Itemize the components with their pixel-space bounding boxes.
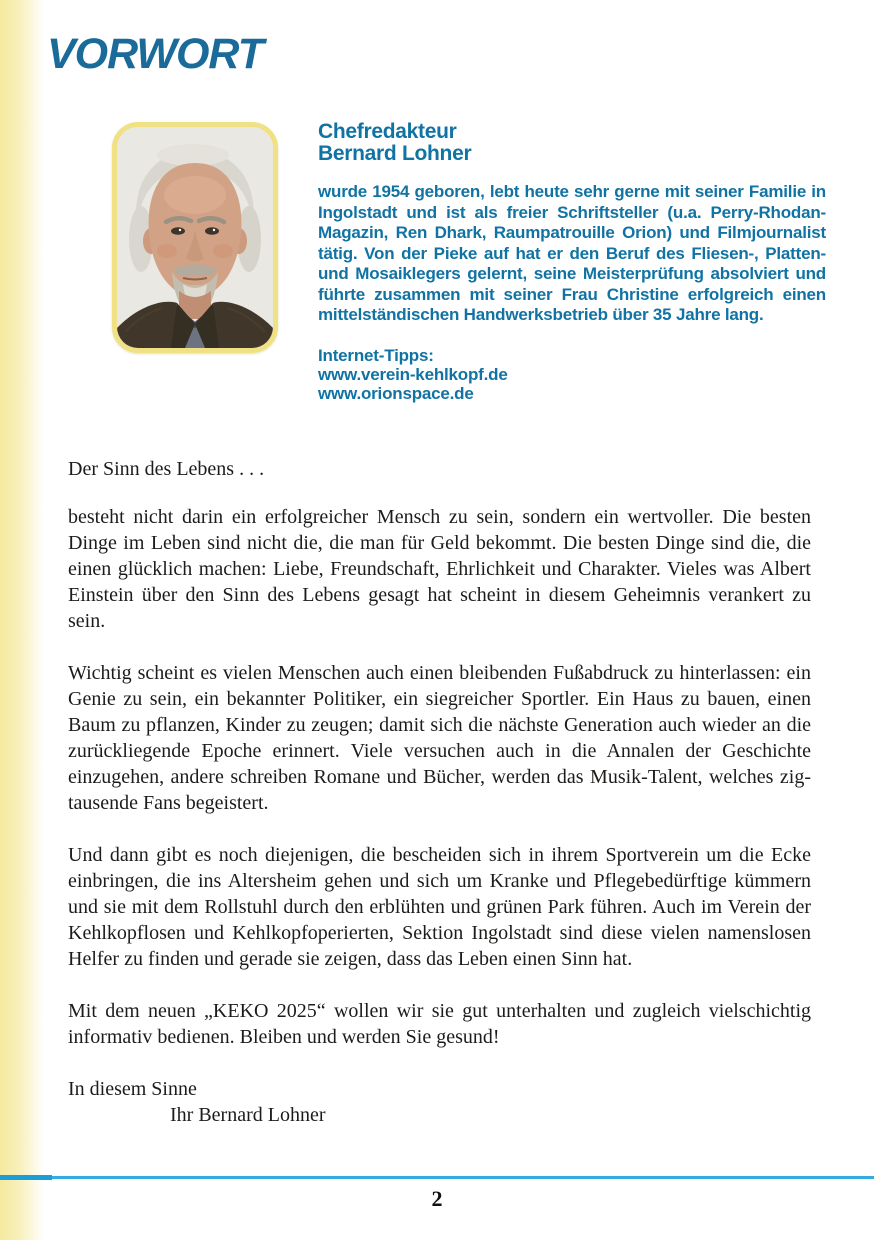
footer-rule	[0, 1176, 874, 1179]
internet-tips-label: Internet-Tipps:	[318, 345, 434, 365]
article-paragraph-4: Mit dem neuen „KEKO 2025“ wollen wir sie gut unterhalten und zugleich vielschichtig informativ bedienen. Bleiben und werden Sie gesund!	[68, 1000, 811, 1048]
profile-role: Chefredakteur	[318, 120, 457, 143]
article-paragraph-1: besteht nicht darin ein erfolgreicher Mensch zu sein, sondern ein wertvoller. Die besten Dinge im Leben sind nicht die, die man für Geld bekommt. Die besten Dinge sind die, die einen glücklich machen: Liebe, Freundschaft, Ehrlichkeit und Charakter. Vieles was Albert Einstein über den Sinn des Lebens gesagt hat scheint in diesem Geheimnis verankert zu sein.	[68, 506, 811, 632]
profile-bio: wurde 1954 geboren, lebt heute sehr gerne mit seiner Familie in Ingolstadt und ist als freier Schriftsteller (u.a. Perry-Rhodan-Magazin, Ren Dhark, Raumpatrouille Orion) und Filmjournalist tätig. Von der Pieke auf hat er den Beruf des Fliesen-, Platten- und Mosaiklegers gelernt, seine Meisterprüfung absolviert und führte zusammen mit seiner Frau Christine erfolgreich einen mittelständischen Handwerksbetrieb über 35 Jahre lang.	[318, 182, 826, 324]
page-number: 2	[431, 1186, 443, 1211]
link-verein-kehlkopf[interactable]: www.verein-kehlkopf.de	[318, 364, 508, 384]
portrait-photo	[117, 127, 273, 348]
portrait-photo-frame	[112, 122, 278, 353]
article-paragraph-2: Wichtig scheint es vielen Menschen auch einen bleibenden Fußabdruck zu hinterlassen: ein Genie zu sein, ein bekannter Politiker, ein siegreicher Sportler. Ein Haus zu bauen, einen Baum zu pflanzen, Kinder zu zeugen; damit sich die nächste Generation auch wieder an die zurückliegende Epoche erinnert. Viele versuchen auch in die Annalen der Geschichte einzugehen, andere schreiben Romane und Bücher, werden das Musik-Talent, welches zig-tausende Fans begeistert.	[68, 662, 811, 814]
internet-tips	[318, 346, 826, 403]
article-paragraph-3: Und dann gibt es noch diejenigen, die bescheiden sich in ihrem Sportverein um die Ecke einbringen, die ins Altersheim gehen und sich um Kranke und Pflegebedürftige kümmern und sie mit dem Rollstuhl durch den erblühten und grünen Park führen. Auch im Verein der Kehlkopflosen und Kehlkopfoperierten, Sektion Ingolstadt sind diese vielen namenslosen Helfer zu finden und gerade sie zeigen, dass das Leben einen Sinn hat.	[68, 844, 811, 970]
footer-rule-cap	[0, 1175, 52, 1180]
profile-heading	[318, 121, 826, 165]
signature-line: Ihr Bernard Lohner	[170, 1104, 326, 1126]
page-title: VORWORT	[47, 30, 263, 78]
link-orionspace[interactable]: www.orionspace.de	[318, 383, 474, 403]
profile-block	[318, 121, 826, 403]
left-accent-stripe	[0, 0, 44, 1240]
profile-name: Bernard Lohner	[318, 142, 472, 165]
closing-line: In diesem Sinne	[68, 1078, 197, 1100]
article-lead: Der Sinn des Lebens . . .	[68, 458, 265, 480]
article-body	[68, 456, 811, 1128]
